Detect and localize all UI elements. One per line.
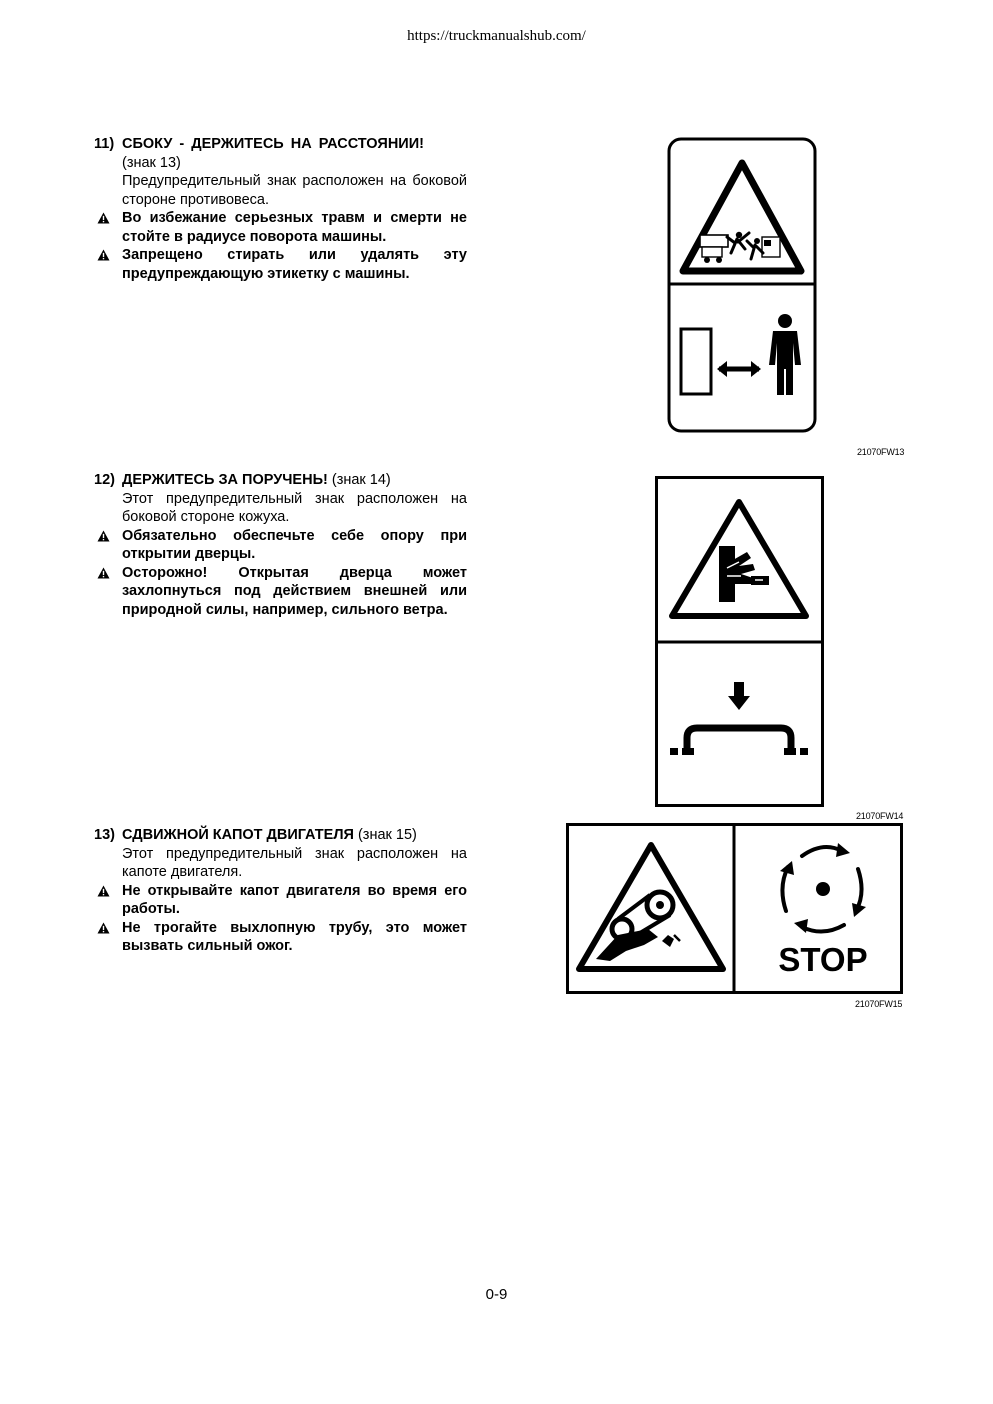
warning-text: Не открывайте капот двигателя во время его работы. [122, 882, 467, 917]
warning-triangle-icon [94, 919, 122, 956]
warning-item [94, 209, 467, 246]
warning-triangle-icon [94, 882, 122, 919]
warning-text: Обязательно обеспечьте себе опору при открытии дверцы. [122, 527, 467, 562]
warning-item [94, 246, 467, 283]
section-number: 12) [94, 472, 115, 488]
stop-label: STOP [778, 941, 868, 978]
handrail-sign-figure [655, 476, 824, 807]
warning-item [94, 527, 467, 564]
figure-code: 21070FW14 [856, 811, 904, 821]
section-heading [94, 135, 467, 172]
section-11 [94, 135, 467, 283]
section-heading [94, 826, 467, 845]
figure-code: 21070FW13 [857, 447, 905, 457]
warning-item [94, 564, 467, 620]
keep-distance-sign-figure [667, 137, 817, 433]
warning-text: Запрещено стирать или удалять эту предупреждающую этикетку с машины. [122, 247, 467, 282]
source-url[interactable]: https://truckmanualshub.com/ [407, 28, 586, 44]
section-heading [94, 471, 467, 490]
sign-reference: (знак 13) [122, 154, 181, 171]
warning-text: Осторожно! Открытая дверца может захлопнуться под действием внешней или природной силы, например, сильного ветра. [122, 564, 467, 618]
section-description: Этот предупредительный знак расположен на капоте двигателя. [122, 845, 467, 880]
warning-text: Во избежание серьезных травм и смерти не стойте в радиусе поворота машины. [122, 210, 467, 245]
page-number: 0-9 [485, 1286, 508, 1303]
warning-triangle-icon [94, 564, 122, 620]
warning-item [94, 882, 467, 919]
warning-triangle-icon [94, 527, 122, 564]
section-title: ДЕРЖИТЕСЬ ЗА ПОРУЧЕНЬ! [122, 472, 328, 488]
engine-hood-sign-figure [566, 823, 903, 994]
figure-code: 21070FW15 [855, 999, 903, 1009]
section-13 [94, 826, 467, 956]
section-12 [94, 471, 467, 619]
section-title: СДВИЖНОЙ КАПОТ ДВИГАТЕЛЯ [122, 827, 354, 843]
warning-text: Не трогайте выхлопную трубу, это может вызвать сильный ожог. [122, 919, 467, 954]
warning-triangle-icon [94, 246, 122, 283]
warning-item [94, 919, 467, 956]
section-title: СБОКУ - ДЕРЖИТЕСЬ НА РАССТОЯНИИ! [122, 136, 424, 152]
section-description: Этот предупредительный знак расположен на боковой стороне кожуха. [122, 490, 467, 525]
sign-reference: (знак 14) [331, 472, 391, 488]
sign-reference: (знак 15) [357, 827, 417, 843]
section-number: 11) [94, 136, 115, 152]
section-description: Предупредительный знак расположен на боковой стороне противовеса. [122, 173, 467, 208]
section-number: 13) [94, 827, 115, 843]
warning-triangle-icon [94, 209, 122, 246]
